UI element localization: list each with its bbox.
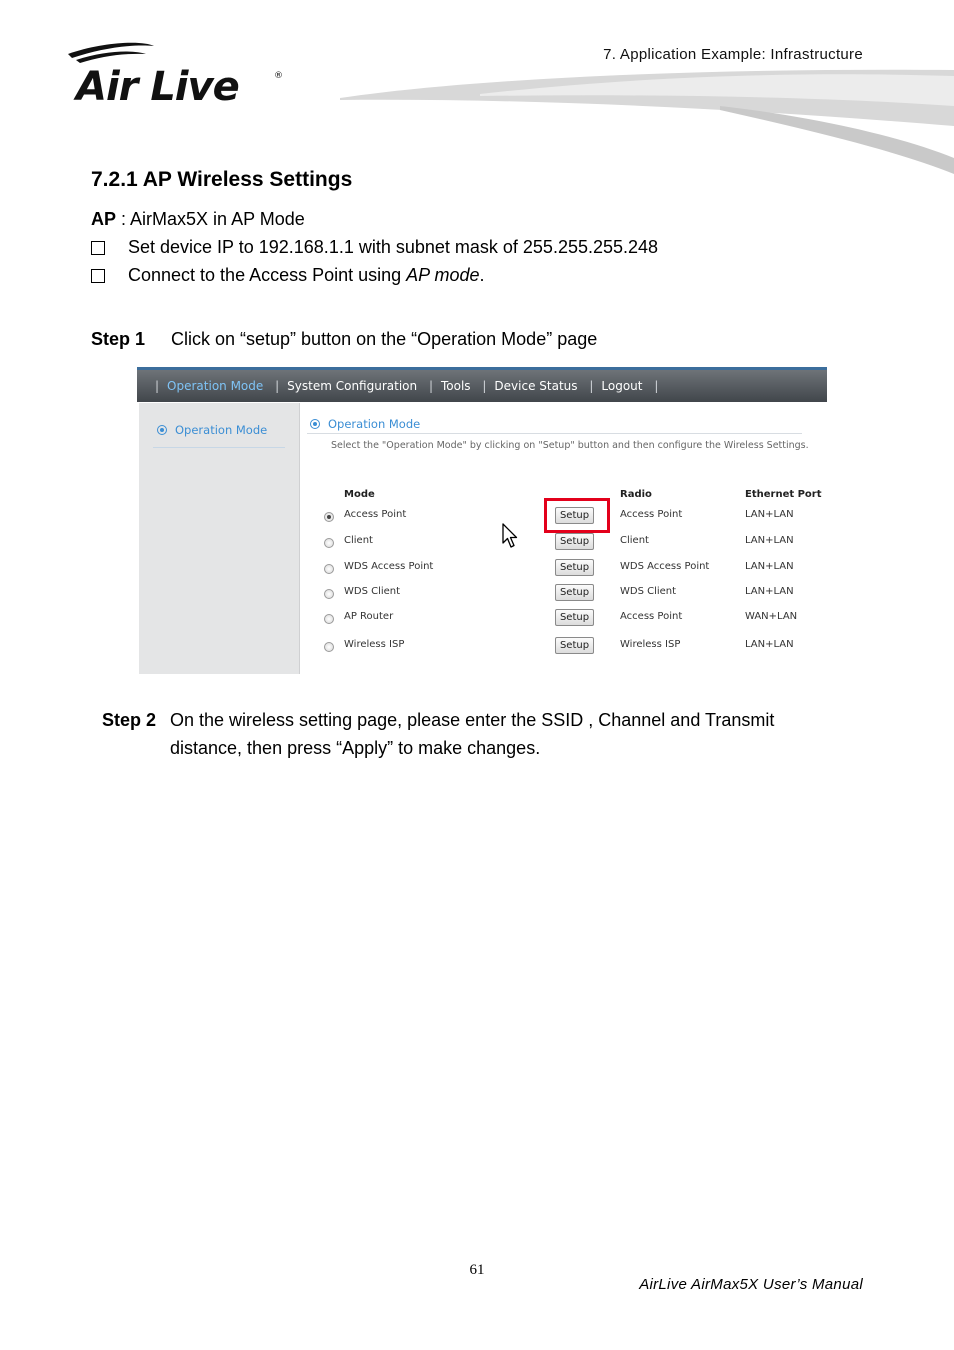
ethernet-label: LAN+LAN: [745, 561, 794, 572]
setup-button[interactable]: Setup: [555, 637, 594, 654]
svg-text:Air Live: Air Live: [76, 64, 239, 110]
nav-system-configuration[interactable]: System Configuration: [287, 379, 418, 393]
nav-logout[interactable]: Logout: [601, 379, 643, 393]
sidebar: [139, 403, 300, 674]
mode-radio-ap-router[interactable]: [324, 614, 334, 624]
setup-button[interactable]: Setup: [555, 507, 594, 524]
ethernet-label: WAN+LAN: [745, 611, 798, 622]
title-divider: [307, 433, 802, 434]
step-2-label: Step 2: [102, 710, 157, 730]
step-1: [91, 329, 597, 350]
page-title: Operation Mode: [310, 417, 420, 431]
ethernet-label: LAN+LAN: [745, 509, 794, 520]
mouse-pointer-icon: [502, 523, 518, 549]
radio-label: WDS Access Point: [620, 561, 710, 572]
target-icon: [157, 425, 167, 435]
mode-label: Access Point: [344, 509, 407, 520]
nav-operation-mode[interactable]: Operation Mode: [167, 379, 264, 393]
manual-footer: AirLive AirMax5X User’s Manual: [639, 1276, 863, 1293]
sidebar-item-label: Operation Mode: [175, 423, 268, 437]
ethernet-label: LAN+LAN: [745, 586, 794, 597]
mode-label: Client: [344, 535, 373, 546]
setup-button[interactable]: Setup: [555, 533, 594, 550]
nav-tools[interactable]: Tools: [440, 379, 471, 393]
mode-label: WDS Client: [344, 586, 401, 597]
bullet-text: Set device IP to 192.168.1.1 with subnet mask of 255.255.255.248: [128, 237, 659, 257]
ethernet-label: LAN+LAN: [745, 639, 794, 650]
mode-label: AP Router: [344, 611, 394, 622]
column-header-mode: Mode: [344, 489, 375, 500]
nav-device-status[interactable]: Device Status: [494, 379, 578, 393]
step-1-text: Click on “setup” button on the “Operation Mode” page: [171, 329, 598, 349]
operation-mode-screenshot: [137, 367, 827, 674]
step-2: [102, 706, 842, 762]
radio-label: Access Point: [620, 509, 683, 520]
chapter-heading: 7. Application Example: Infrastructure: [603, 46, 863, 63]
step-1-label: Step 1: [91, 329, 146, 349]
svg-text:®: ®: [274, 71, 283, 81]
column-header-radio: Radio: [620, 489, 652, 500]
mode-radio-wireless-isp[interactable]: [324, 642, 334, 652]
top-nav-bar: | Operation Mode | System Configuration | Tools | Device Status | Logout |: [137, 367, 827, 402]
radio-label: Access Point: [620, 611, 683, 622]
setup-button[interactable]: Setup: [555, 584, 594, 601]
bullet-item: [91, 237, 658, 258]
airlive-logo: [62, 40, 292, 110]
target-icon: [310, 419, 320, 429]
mode-radio-access-point[interactable]: [324, 512, 334, 522]
page-number: 61: [469, 1262, 485, 1278]
sidebar-item-operation-mode[interactable]: [157, 423, 267, 437]
header-swoosh: [340, 66, 954, 176]
setup-button[interactable]: Setup: [555, 559, 594, 576]
radio-label: Wireless ISP: [620, 639, 681, 650]
radio-label: WDS Client: [620, 586, 677, 597]
section-title: 7.2.1 AP Wireless Settings: [91, 168, 353, 191]
setup-highlight-box: [544, 498, 610, 533]
ap-text: : AirMax5X in AP Mode: [116, 209, 305, 229]
column-header-ethernet: Ethernet Port: [745, 489, 822, 500]
sidebar-divider: [153, 447, 285, 448]
ap-description: [91, 209, 305, 230]
mode-label: WDS Access Point: [344, 561, 434, 572]
step-2-text: On the wireless setting page, please enter the SSID , Channel and Transmit distance, then press “Apply” to make changes.: [170, 710, 775, 758]
page-description: Select the "Operation Mode" by clicking on "Setup" button and then configure the Wireless Settings.: [331, 440, 809, 451]
bullet-item: [91, 265, 485, 286]
ap-label: AP: [91, 209, 117, 229]
mode-label: Wireless ISP: [344, 639, 405, 650]
checkbox-bullet-icon: [91, 241, 105, 255]
radio-label: Client: [620, 535, 649, 546]
ethernet-label: LAN+LAN: [745, 535, 794, 546]
setup-button[interactable]: Setup: [555, 609, 594, 626]
bullet-text: Connect to the Access Point using AP mode.: [128, 265, 485, 285]
mode-radio-wds-access-point[interactable]: [324, 564, 334, 574]
mode-radio-client[interactable]: [324, 538, 334, 548]
mode-radio-wds-client[interactable]: [324, 589, 334, 599]
checkbox-bullet-icon: [91, 269, 105, 283]
